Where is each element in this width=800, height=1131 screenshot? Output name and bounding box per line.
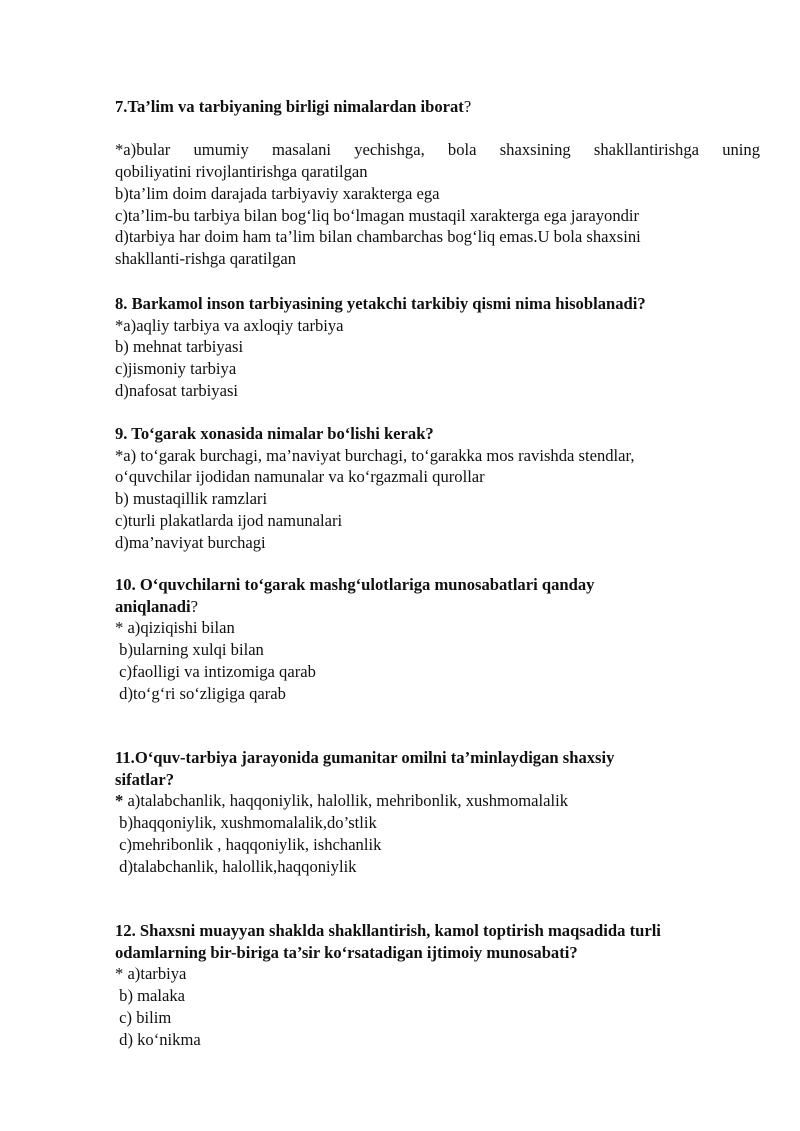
question-title: 11.O‘quv-tarbiya jarayonida gumanitar omilni ta’minlaydigan shaxsiy [115,748,615,767]
question-title: 10. O‘quvchilarni to‘garak mashg‘ulotlariga munosabatlari qanday [115,575,595,594]
question-10 [115,574,760,704]
answer-b: b) mustaqillik ramzlari [115,489,268,509]
question-12 [115,920,760,1050]
answer-d: d)nafosat tarbiyasi [115,380,239,400]
answer-a: * a)tarbiya [115,964,187,984]
answer-a: * a)qiziqishi bilan [115,618,235,638]
question-7 [115,96,760,270]
answer-a-continuation: o‘quvchilar ijodidan namunalar va ko‘rgazmali qurollar [115,467,485,487]
answer-d: d) ko‘nikma [115,1029,201,1049]
answer-a: *a) to‘garak burchagi, ma’naviyat burchagi, to‘garakka mos ravishda stendlar, [115,445,635,465]
answer-b: b)ularning xulqi bilan [115,640,264,660]
question-title: 9. To‘garak xonasida nimalar bo‘lishi kerak? [115,424,434,443]
question-9 [115,423,760,553]
answer-c: c)mehribonlik , haqqoniylik, ishchanlik [115,834,382,854]
answer-a: * a)talabchanlik, haqqoniylik, halollik, mehribonlik, xushmomalalik [115,791,569,811]
question-8 [115,293,760,402]
answer-d: d)to‘g‘ri so‘zligiga qarab [115,683,286,703]
answer-a: *a)aqliy tarbiya va axloqiy tarbiya [115,315,344,335]
question-title-continuation: odamlarning bir-biriga ta’sir ko‘rsatadigan ijtimoiy munosabati? [115,942,578,962]
question-title: 8. Barkamol inson tarbiyasining yetakchi tarkibiy qismi nima hisoblanadi? [115,294,646,313]
answer-c: c)faolligi va intizomiga qarab [115,661,316,681]
answer-d: d)tarbiya har doim ham ta’lim bilan chambarchas bog‘liq emas.U bola shaxsini [115,227,641,247]
question-title-continuation: sifatlar? [115,769,174,789]
answer-c: c)turli plakatlarda ijod namunalari [115,510,343,530]
answer-d: d)ma’naviyat burchagi [115,532,266,552]
answer-a-continuation: qobiliyatini rivojlantirishga qaratilgan [115,162,368,182]
question-title: 7.Ta’lim va tarbiyaning birligi nimalardan iborat? [115,97,472,116]
answer-b: b)haqqoniylik, xushmomalalik,do’stlik [115,813,377,833]
answer-d: d)talabchanlik, halollik,haqqoniylik [115,856,357,876]
answer-c: c)ta’lim-bu tarbiya bilan bog‘liq bo‘lmagan mustaqil xarakterga ega jarayondir [115,205,640,225]
answer-a: *a)bular umumiy masalani yechishga, bola shaxsining shakllantirishga uning [115,140,760,160]
answer-c: c) bilim [115,1007,172,1027]
answer-b: b) mehnat tarbiyasi [115,337,244,357]
answer-d-continuation: shakllanti-rishga qaratilgan [115,248,297,268]
question-11 [115,747,760,877]
answer-b: b) malaka [115,986,186,1006]
answer-b: b)ta’lim doim darajada tarbiyaviy xarakterga ega [115,183,440,203]
answer-c: c)jismoniy tarbiya [115,359,237,379]
question-title-continuation: aniqlanadi? [115,596,199,616]
question-title: 12. Shaxsni muayyan shaklda shakllantirish, kamol toptirish maqsadida turli [115,921,661,940]
correct-marker: * [115,791,124,811]
